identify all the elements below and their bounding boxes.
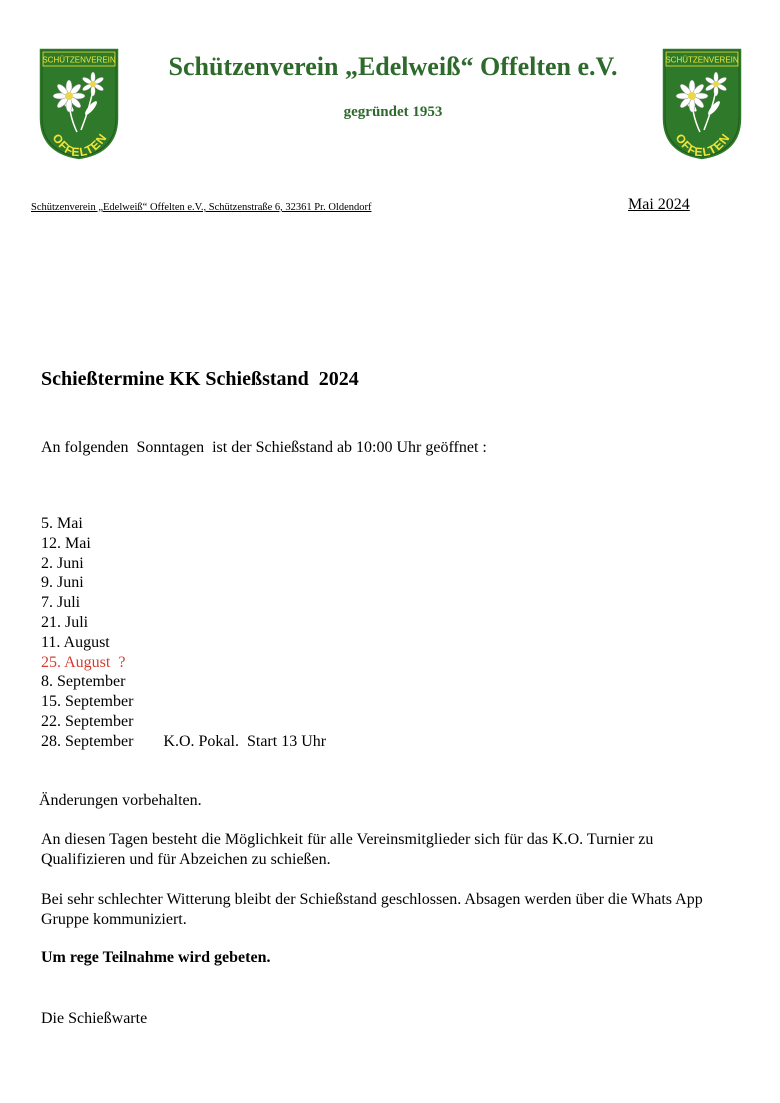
date-item: [41, 593, 326, 613]
document-heading: Schießtermine KK Schießstand 2024: [41, 368, 359, 390]
founded-subtitle: gegründet 1953: [343, 104, 443, 120]
date-note: K.O. Pokal. Start 13 Uhr: [163, 732, 327, 750]
info-paragraph-weather: Bei sehr schlechter Witterung bleibt der Schießstand geschlossen. Absagen werden über die Whats App Gruppe kommuniziert.: [41, 891, 703, 928]
date-label: 15. September: [41, 693, 134, 711]
svg-text:SCHÜTZENVEREIN: SCHÜTZENVEREIN: [665, 55, 739, 65]
date-label: 9. Juni: [41, 574, 84, 592]
date-item: [41, 554, 326, 574]
date-item: [41, 633, 326, 653]
date-label: 11. August: [41, 633, 110, 651]
letter-date: Mai 2024: [628, 196, 690, 213]
date-label: 12. Mai: [41, 534, 91, 552]
date-item: [41, 692, 326, 712]
date-item: [41, 573, 326, 593]
date-label: 25. August ?: [41, 653, 126, 671]
signature: Die Schießwarte: [41, 1010, 148, 1027]
date-label: 21. Juli: [41, 613, 89, 631]
date-item: [41, 534, 326, 554]
date-item: [41, 712, 326, 732]
date-item: [41, 732, 326, 752]
club-emblem-image: [660, 46, 744, 162]
date-label: 5. Mai: [41, 515, 83, 532]
date-item: [41, 514, 326, 534]
club-emblem-image: [37, 46, 121, 162]
svg-text:SCHÜTZENVEREIN: SCHÜTZENVEREIN: [42, 55, 116, 65]
changes-note: Änderungen vorbehalten.: [39, 792, 202, 809]
date-item: [41, 672, 326, 692]
club-emblem-right: [660, 46, 744, 162]
intro-text: An folgenden Sonntagen ist der Schießstand ab 10:00 Uhr geöffnet :: [41, 439, 487, 456]
svg-text:OFFELTEN: OFFELTEN: [49, 130, 110, 160]
participation-appeal: Um rege Teilnahme wird gebeten.: [41, 949, 271, 966]
info-paragraph-qualification: An diesen Tagen besteht die Möglichkeit für alle Vereinsmitglieder sich für das K.O. Turnier zu Qualifizieren und für Abzeichen zu schießen.: [41, 831, 654, 868]
club-emblem-left: [37, 46, 121, 162]
date-label: 28. September: [41, 732, 134, 750]
date-label: 7. Juli: [41, 594, 81, 612]
svg-text:OFFELTEN: OFFELTEN: [672, 130, 733, 160]
sender-address-line: Schützenverein „Edelweiß“ Offelten e.V., Schützenstraße 6, 32361 Pr. Oldendorf: [31, 202, 372, 213]
date-item: [41, 653, 326, 673]
date-label: 8. September: [41, 673, 126, 691]
date-item: [41, 613, 326, 633]
dates-list: [41, 514, 326, 752]
date-label: 2. Juni: [41, 554, 84, 572]
date-label: 22. September: [41, 712, 134, 730]
club-title: Schützenverein „Edelweiß“ Offelten e.V.: [168, 52, 618, 81]
